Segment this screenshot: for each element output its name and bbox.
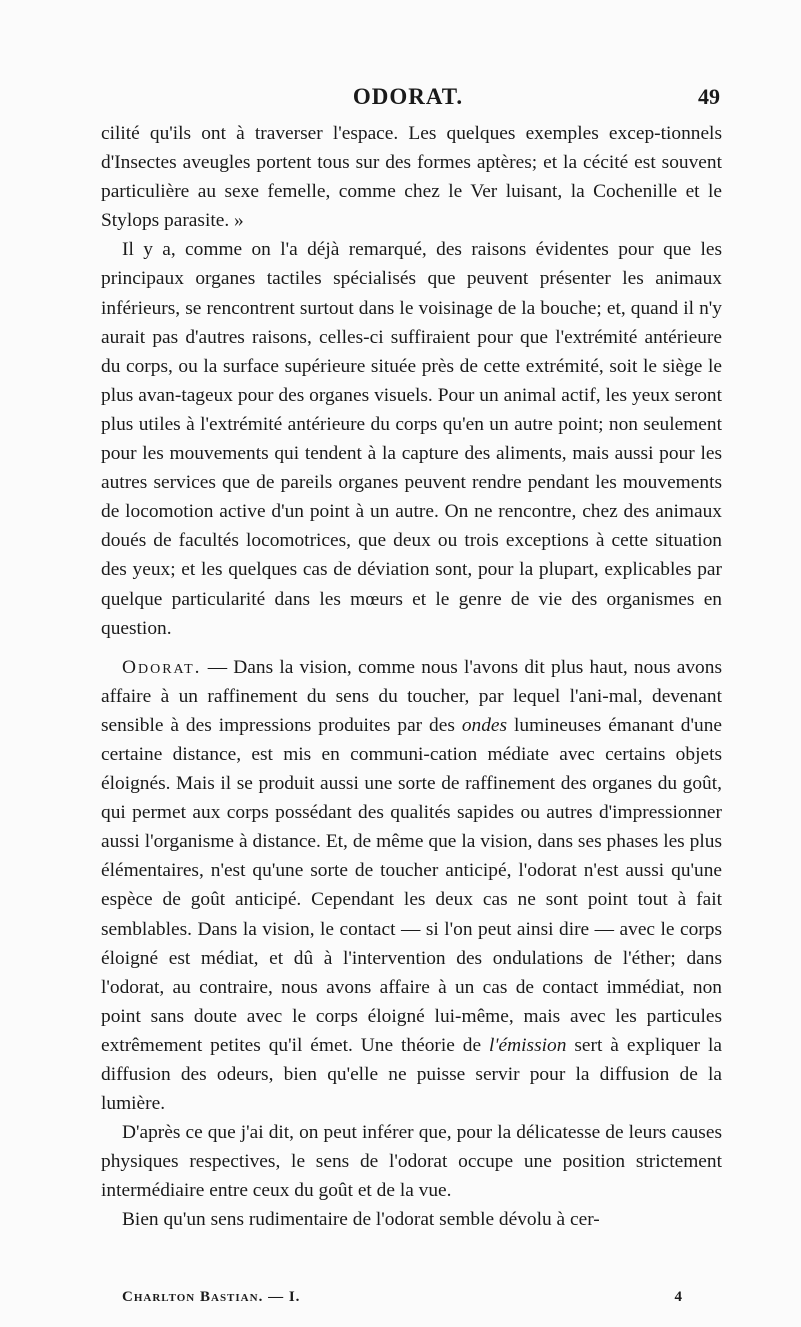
paragraph-delicatesse: D'après ce que j'ai dit, on peut inférer que, pour la délicatesse de leurs causes physiques respectives, le sens de l'odorat occupe une position strictement intermédiaire entre ceux du goût et de la vue. bbox=[101, 1122, 722, 1202]
paragraph-odorat bbox=[101, 653, 722, 1119]
page-number: 49 bbox=[698, 84, 720, 109]
signature-mark: 4 bbox=[674, 1289, 682, 1305]
paragraph-odorat-part-b: lumineuses émanant d'une certaine distance, est mis en communi-cation médiate avec certains objets éloignés. Mais il se produit aussi une sorte de raffinement des organes du goût, qui permet aux corps possédant des qualités sapides ou autres d'impressionner aussi l'organisme à distance. Et, de même que la vision, dans ses phases les plus élémentaires, n'est qu'une sorte de toucher anticipé, l'odorat n'est aussi qu'une espèce de goût anticipé. Cependant les deux cas ne sont point tout à fait semblables. Dans la vision, le contact — si l'on peut ainsi dire — avec le corps éloigné est médiat, et dû à l'intervention des ondulations de l'éther; dans l'odorat, au contraire, nous avons affaire à un cas de contact immédiat, non point sans doute avec le corps éloigné lui-même, mais avec les particules extrêmement petites qu'il émet. Une théorie de bbox=[101, 714, 722, 1056]
paragraph-odorat-part-a: — Dans la vision, comme nous l'avons dit plus haut, nous avons affaire à un raffinement du sens du toucher, par lequel l'ani-mal, devenant sensible à des impressions produites par des bbox=[101, 656, 722, 736]
paragraph-rudimentaire: Bien qu'un sens rudimentaire de l'odorat semble dévolu à cer- bbox=[122, 1209, 600, 1231]
footer-author: Charlton Bastian. — I. bbox=[122, 1289, 301, 1305]
emphasis-emission: l'émission bbox=[489, 1034, 567, 1056]
body-text bbox=[101, 119, 722, 1235]
running-title: ODORAT. bbox=[352, 84, 464, 109]
section-heading-odorat: Odorat. bbox=[122, 656, 202, 678]
running-head bbox=[96, 84, 720, 110]
paragraph-continuation: cilité qu'ils ont à traverser l'espace. Les quelques exemples excep-tionnels d'Insectes aveugles portent tous sur des formes aptères; et la cécité est souvent particulière au sexe femelle, comme chez le Ver luisant, la Cochenille et le Stylops parasite. » bbox=[101, 123, 722, 232]
paragraph-eyes-position: Il y a, comme on l'a déjà remarqué, des raisons évidentes pour que les principaux organes tactiles spécialisés que peuvent présenter les animaux inférieurs, se rencontrent surtout dans le voisinage de la bouche; et, quand il n'y aurait pas d'autres raisons, celles-ci suffiraient pour que l'extrémité antérieure du corps, ou la surface supérieure située près de cette extrémité, soit le siège le plus avan-tageux pour des organes visuels. Pour un animal actif, les yeux seront plus utiles à l'extrémité antérieure du corps qu'en un autre point; non seulement pour les mouvements qui tendent à la capture des aliments, mais aussi pour les autres services que de pareils organes peuvent rendre pendant les mouvements de locomotion active d'un point à un autre. On ne rencontre, chez des animaux doués de facultés locomotrices, que deux ou trois exceptions à cette situation des yeux; et les quelques cas de déviation sont, pour la plupart, explicables par quelque particularité dans les mœurs et le genre de vie des organismes en question. bbox=[101, 239, 722, 639]
paragraph-odorat-part-c: sert à expliquer la diffusion des odeurs, bien qu'elle ne puisse servir pour la diffusion de la lumière. bbox=[101, 1034, 722, 1115]
emphasis-ondes: ondes bbox=[461, 714, 508, 736]
page-footer bbox=[122, 1289, 682, 1309]
